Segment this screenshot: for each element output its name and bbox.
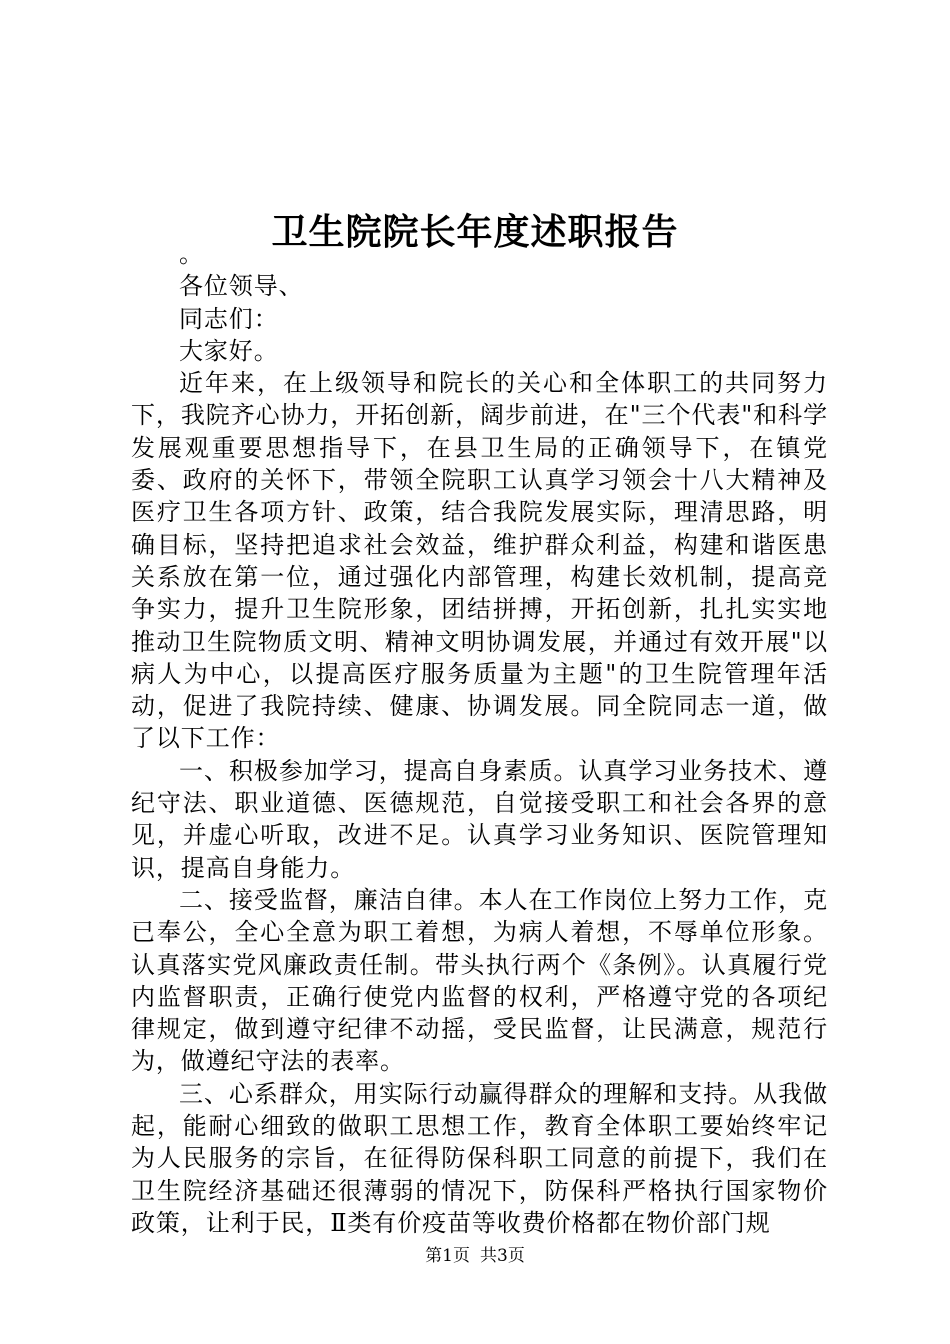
document-title: 卫生院院长年度述职报告: [271, 211, 679, 254]
paragraph: 二、接受监督，廉洁自律。本人在工作岗位上努力工作，克已奉公，全心全意为职工着想，为病人着想，不辱单位形象。认真落实党风廉政责任制。带头执行两个《条例》。认真履行党内监督职责，正确行使党内监督的权利，严格遵守党的各项纪律规定，做到遵守纪律不动摇，受民监督，让民满意，规范行为，做遵纪守法的表率。: [131, 885, 828, 1076]
paragraph: 近年来，在上级领导和院长的关心和全体职工的共同努力下，我院齐心协力，开拓创新，阔步前进，在"三个代表"和科学发展观重要思想指导下，在县卫生局的正确领导下，在镇党委、政府的关怀下，带领全院职工认真学习领会十八大精神及医疗卫生各项方针、政策，结合我院发展实际，理清思路，明确目标，坚持把追求社会效益，维护群众利益，构建和谐医患关系放在第一位，通过强化内部管理，构建长效机制，提高竞争实力，提升卫生院形象，团结拼搏，开拓创新，扎扎实实地推动卫生院物质文明、精神文明协调发展，并通过有效开展"以病人为中心，以提高医疗服务质量为主题"的卫生院管理年活动，促进了我院持续、健康、协调发展。同全院同志一道，做了以下工作：: [131, 369, 828, 753]
page-number: 第1页: [425, 1246, 470, 1266]
paragraph: 。: [179, 240, 204, 268]
paragraph: 一、积极参加学习，提高自身素质。认真学习业务技术、遵纪守法、职业道德、医德规范，自觉接受职工和社会各界的意见，并虚心听取，改进不足。认真学习业务知识、医院管理知识，提高自身能力。: [131, 756, 828, 882]
paragraph: 三、心系群众，用实际行动赢得群众的理解和支持。从我做起，能耐心细致的做职工思想工作，教育全体职工要始终牢记为人民服务的宗旨，在征得防保科职工同意的前提下，我们在卫生院经济基础还很薄弱的情况下，防保科严格执行国家物价政策，让利于民，Ⅱ类有价疫苗等收费价格都在物价部门规: [131, 1079, 828, 1237]
document-body: [131, 238, 828, 1239]
paragraph: 同志们：: [179, 304, 279, 333]
paragraph: 各位领导、: [179, 272, 304, 301]
page-footer: [0, 1244, 950, 1268]
page-total: 共3页: [480, 1246, 525, 1266]
paragraph: 大家好。: [179, 336, 279, 365]
